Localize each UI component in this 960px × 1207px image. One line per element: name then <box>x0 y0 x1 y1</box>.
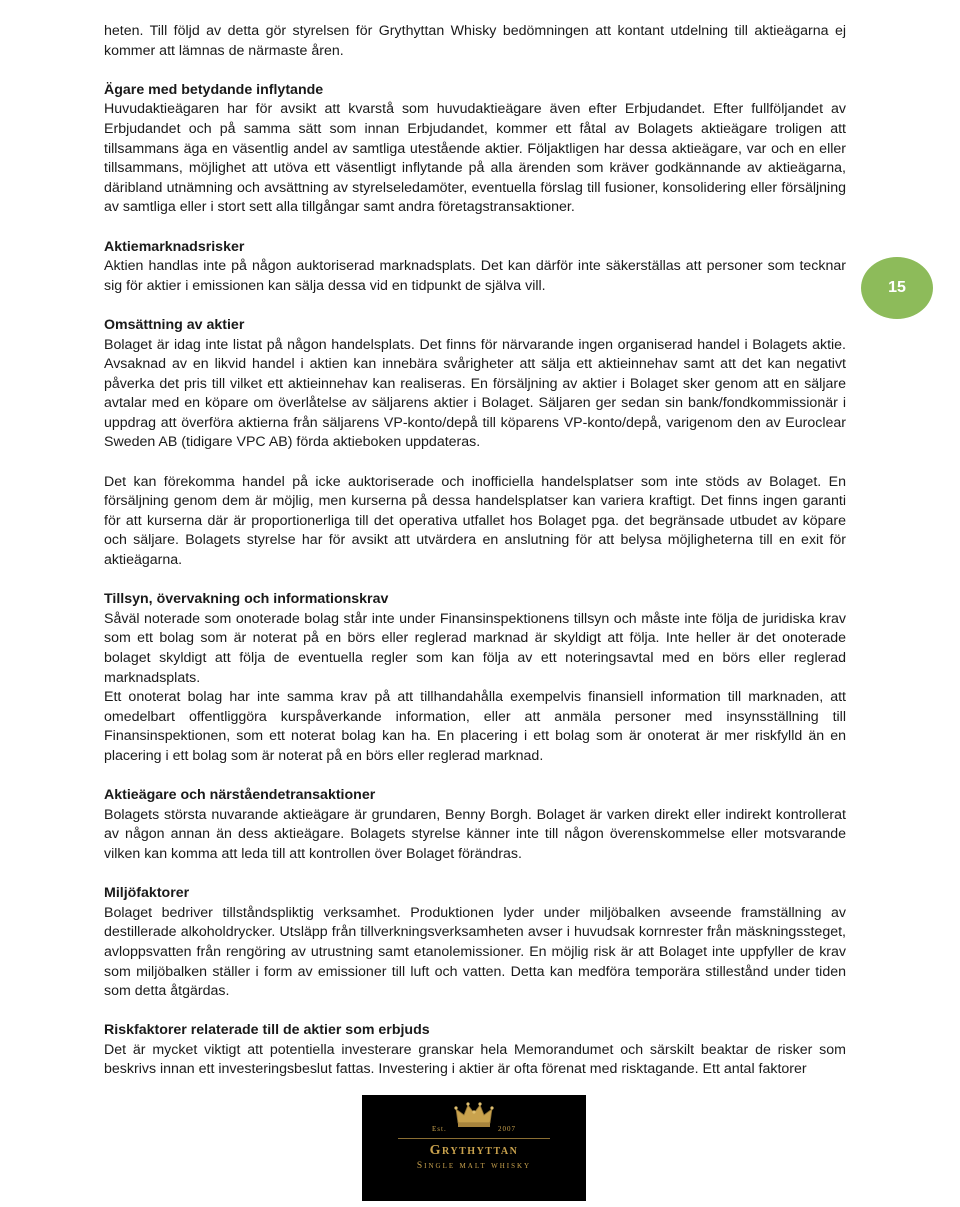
paragraph-aktiemarknadsrisker: Aktien handlas inte på någon auktoriserad marknadsplats. Det kan därför inte säkerställas att personer som tecknar sig för aktier i emissionen kan sälja dessa vid en tidpunkt de själva vill. <box>104 258 846 294</box>
page-number-badge <box>861 257 933 319</box>
paragraph-riskfaktorer: Det är mycket viktigt att potentiella investerare granskar hela Memorandumet och särskilt beaktar de risker som beskrivs innan ett investeringsbeslut fattas. Investering i aktier är ofta förenat med risktagande. Ett antal faktorer <box>104 1041 846 1078</box>
page-number: 15 <box>888 279 906 296</box>
heading-omsattning: Omsättning av aktier <box>104 316 245 333</box>
heading-aktiemarknadsrisker: Aktiemarknadsrisker <box>104 238 245 255</box>
paragraph-omsattning: Bolaget är idag inte listat på någon handelsplats. Det finns för närvarande ingen organiserad handel i Bolagets aktie. Avsaknad av en likvid handel i aktien kan innebära svårigheter att sälja ett aktieinnehav samt att det kan negativt påverka det pris till vilket ett aktieinnehav kan realiseras. En försäljning av aktier i Bolaget sker genom att en säljare avtalar med en köpare om överlåtelse av säljarens aktier i Bolaget. Säljaren ger sedan sin bank/fondkommissionär i uppdrag att överföra aktierna från säljarens VP-konto/depå till köparens VP-konto/depå, varigenom den av Euroclear Sweden AB (tidigare VPC AB) förda aktieboken uppdateras. <box>104 336 846 451</box>
heading-narstaende: Aktieägare och närståendetransaktioner <box>104 787 376 804</box>
heading-agare: Ägare med betydande inflytande <box>104 81 324 98</box>
paragraph-narstaende: Bolagets största nuvarande aktieägare är grundaren, Benny Borgh. Bolaget är varken direkt eller indirekt kontrollerat av någon annan än dess aktieägare. Bolagets styrelse känner inte till någon överenskommelse eller motsvarande vilken kan komma att leda till att kontrollen över Bolaget förändras. <box>104 806 846 862</box>
document-body <box>104 22 846 1080</box>
logo-subtitle: Single malt whisky <box>416 1161 532 1171</box>
heading-riskfaktorer: Riskfaktorer relaterade till de aktier som erbjuds <box>104 1022 430 1039</box>
logo-divider <box>398 1138 550 1139</box>
paragraph-intro: heten. Till följd av detta gör styrelsen för Grythyttan Whisky bedömningen att kontant utdelning till aktieägarna ej kommer att lämnas de närmaste åren. <box>104 23 846 59</box>
crown-icon <box>454 1101 494 1129</box>
logo-year: 2007 <box>498 1125 516 1133</box>
grythyttan-logo <box>362 1095 586 1201</box>
logo-est: Est. <box>432 1125 447 1133</box>
heading-tillsyn: Tillsyn, övervakning och informationskrav <box>104 591 389 608</box>
paragraph-miljofaktorer: Bolaget bedriver tillståndspliktig verksamhet. Produktionen lyder under miljöbalken avseende framställning av destillerade alkoholdrycker. Utsläpp från tillverkningsverksamheten avser i huvudsak kornrester från mäskningssteget, avloppsvatten från rengöring av utrustning samt etanolemissioner. En möjlig risk är att Bolaget inte uppfyller de krav som miljöbalken ställer i form av emissioner till luft och vatten. Detta kan medföra temporära stillestånd under tiden som detta åtgärdas. <box>104 904 846 1000</box>
paragraph-agare: Huvudaktieägaren har för avsikt att kvarstå som huvudaktieägare även efter Erbjudandet. Efter fullföljandet av Erbjudandet och på samma sätt som innan Erbjudandet, kommer ett fåtal av Bolagets aktieägare troligen att tillsammans äga en väsentlig andel av samtliga utestående aktier. Följaktligen har dessa aktieägare, var och en eller tillsammans, möjlighet att utöva ett väsentligt inflytande på alla ärenden som kräver godkännande av aktieägarna, däribland utnämning och avsättning av styrelseledamöter, eventuella förslag till fusioner, konsolidering eller försäljning av samtliga eller i stort sett alla tillgångar samt andra företagstransaktioner. <box>104 101 846 216</box>
logo-brand: Grythyttan <box>429 1143 519 1158</box>
paragraph-handel: Det kan förekomma handel på icke auktoriserade och inofficiella handelsplatser som inte stöds av Bolaget. En försäljning genom dem är möjlig, men kurserna på dessa handelsplatser kan variera kraftigt. Det finns ingen garanti för att kurserna där är proportionerliga till det operativa utfallet hos Bolaget pga. det begränsade utbudet av köpare och säljare. Bolagets styrelse har för avsikt att utvärdera en anslutning för att belysa möjligheterna till en exit för aktieägarna. <box>104 473 846 569</box>
heading-miljofaktorer: Miljöfaktorer <box>104 885 190 902</box>
paragraph-tillsyn-1: Såväl noterade som onoterade bolag står inte under Finansinspektionens tillsyn och måste inte följa de juridiska krav som ett bolag som är noterat på en börs eller reglerad marknad är skyldigt att följa. Inte heller är det onoterade bolaget skyldigt att följa de eventuella regler som kan följa av ett noteringsavtal med en börs eller reglerad marknadsplats. <box>104 610 846 686</box>
paragraph-tillsyn-2: Ett onoterat bolag har inte samma krav på att tillhandahålla exempelvis finansiell information till marknaden, att omedelbart offentliggöra kurspåverkande information, eller att anmäla personer med insynsställning till Finansinspektionen, som ett noterat bolag kan ha. En placering i ett bolag som är onoterat är mer riskfylld än en placering i ett bolag som är noterat på en börs eller reglerad marknad. <box>104 689 846 764</box>
